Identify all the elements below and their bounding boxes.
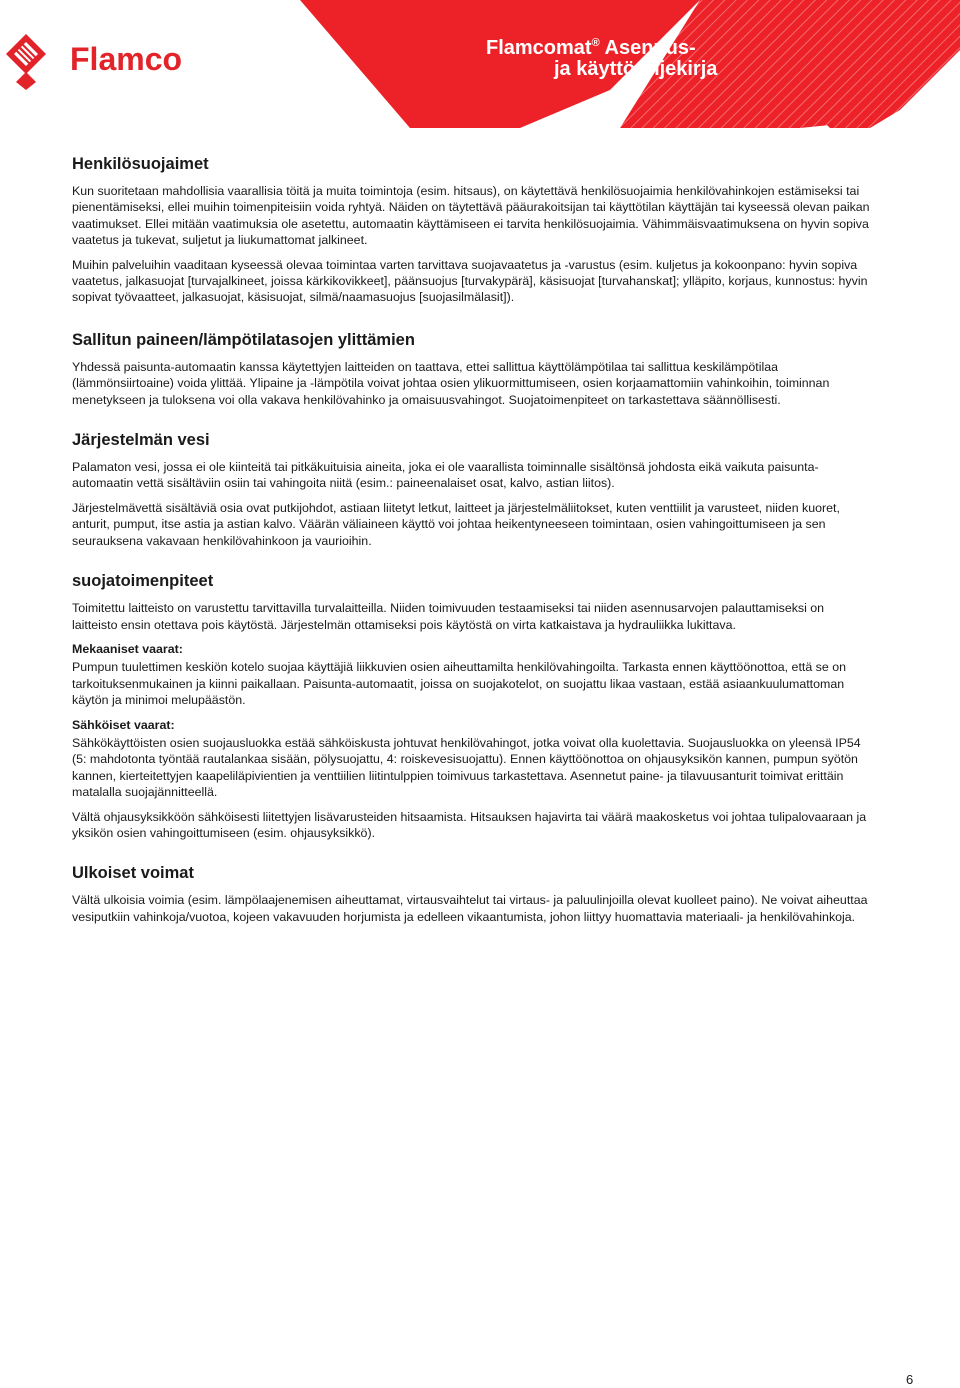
section-heading-system-water: Järjestelmän vesi (72, 431, 210, 450)
paragraph: Muihin palveluihin vaaditaan kyseessä olevaa toimintaa varten tarvittava suojavaatetus ja -varustus (esim. kuljetus ja kokoonpano: hyvin sopiva vaatetus, jalkasuojat [turvajalkineet, joissa kärkikovikkeet], päänsuojus [turvakypärä], käsisuojat [turvahanskat]; ylläpito, korjaus, kunnostus: hyvin sopivat työvaatteet, jalkasuojat, käsisuojat, silmä/naamasuojus [suojasilmälasit]). (72, 257, 868, 305)
paragraph: Toimitettu laitteisto on varustettu tarvittavilla turvalaitteilla. Niiden toimivuuden testaamiseksi tai niiden asennusarvojen palauttamiseksi on laitteisto ensin otettava pois käytöstä. Järjestelmän ottamiseksi pois käytöstä on virta katkaistava ja hydrauliikka lukittava. (72, 601, 825, 632)
main-content (72, 154, 872, 933)
paragraph: Palamaton vesi, jossa ei ole kiinteitä tai pitkäkuituisia aineita, joka ei ole vaarallista toiminnalle sisältönsä johdosta eikä vaikuta paisunta-automaatin vettä sisältäviin osiin tai vahingoita niitä (esim.: paineenalaiset osat, kalvo, astian liitos). (72, 460, 819, 491)
subheading-mechanical-hazards: Mekaaniset vaarat: (72, 641, 183, 656)
paragraph: Pumpun tuulettimen keskiön kotelo suojaa käyttäjiä liikkuvien osien aiheuttamilta henkilövahingoilta. Tarkasta ennen käyttöönottoa, että se on tarkoituksenmukainen ja kiinni paikallaan. Paisunta-automaatit, joissa on suojakotelot, on suojattu likaa vastaan, estää asiaankuulumattoman käytön ja minimoi melupäästön. (72, 660, 846, 708)
page-number: 6 (906, 1372, 914, 1387)
section-heading-external-forces: Ulkoiset voimat (72, 864, 194, 883)
document-title: Flamcomat® Asennus- ja käyttöohjekirja (486, 37, 718, 80)
paragraph: Sähkökäyttöisten osien suojausluokka estää sähköiskusta johtuvat henkilövahingot, jotka voivat olla kuolettavia. Suojausluokka on yleensä IP54 (5: mahdotonta työntää rautalankaa sisään, pölysuojattu, 4: roiskevesisuojattu). Ennen käyttöönottoa on ohjausyksikön kannen, pumpun syötön kannen, kierteitettyjen kaapeliläpivientien ja venttiilien liitintulppien toimivuus tarkastettava. Asennetut paine- ja tilavuusanturit toimivat erittäin matalalla suojajännitteellä. (72, 735, 861, 800)
brand-wordmark: Flamco (70, 41, 183, 77)
paragraph: Järjestelmävettä sisältäviä osia ovat putkijohdot, astiaan liitetyt letkut, laitteet ja järjestelmäliitokset, kuten venttiilit ja varusteet, niiden kuoret, anturit, pumput, itse astia ja astian kalvo. Väärän väliaineen käyttö voi johtaa heikentyneeseen toimintaan, osien vahingoittumiseen ja sen seurauksena vakavaan henkilövahinkoon ja vaurioihin. (72, 500, 840, 548)
section-heading-protective-measures: suojatoimenpiteet (72, 572, 214, 591)
section-heading-pressure-temperature: Sallitun paineen/lämpötilatasojen ylittämien (72, 330, 415, 349)
paragraph: Vältä ohjausyksikköön sähköisesti liitettyjen lisävarusteiden hitsaamista. Hitsauksen hajavirta tai väärä maakosketus voi johtaa tulipalovaaraan ja yksikön osien vahingoittumiseen (esim. ohjausyksikkö). (72, 809, 867, 840)
subheading-electrical-hazards: Sähköiset vaarat: (72, 717, 175, 732)
paragraph: Kun suoritetaan mahdollisia vaarallisia töitä ja muita toimintoja (esim. hitsaus), on käytettävä henkilösuojaimia henkilövahinkojen estämiseksi tai pienentämiseksi, ellei muihin toimenpiteisiin voida ryhtyä. Näiden on täytettävä pääurakoitsijan tai käyttötilan käyttäjän tai kyseessä olevan paikan vaatimukset. Ellei mitään vaatimuksia ole asetettu, automaatin käyttämiseen ei tarvita henkilösuojaimia. Vähimmäisvaatimuksena on hyvin sopiva vaatetus ja tukevat, suljetut ja liukumattomat jalkineet. (72, 184, 870, 248)
flamco-logo (6, 30, 206, 90)
paragraph: Vältä ulkoisia voimia (esim. lämpölaajenemisen aiheuttamat, virtausvaihtelut tai virtaus- ja paluulinjoilla olevat kuolleet paino). Ne voivat aiheuttaa vesiputkiin vahinkoja/vuotoa, kojeen vakavuuden horjumista ja edelleen vikaantumista, johon liittyy huomattavia materiaali- ja henkilövahinkoja. (72, 893, 868, 924)
paragraph: Yhdessä paisunta-automaatin kanssa käytettyjen laitteiden on taattava, ettei sallittua käyttölämpötilaa tai sallittua keskilämpötilaa (lämmönsiirtoaine) voida ylittää. Ylipaine ja -lämpötila voivat johtaa osien ylikuormittumiseen, osien korjaamattomiin vahinkoihin, toiminnan menetykseen ja tuloksena voi olla vakava henkilövahinko ja omaisuusvahingot. Suojatoimenpiteet on tarkastettava säännöllisesti. (72, 359, 830, 407)
flamco-diamond-icon (6, 34, 46, 90)
section-heading-personal-protection: Henkilösuojaimet (72, 155, 209, 173)
